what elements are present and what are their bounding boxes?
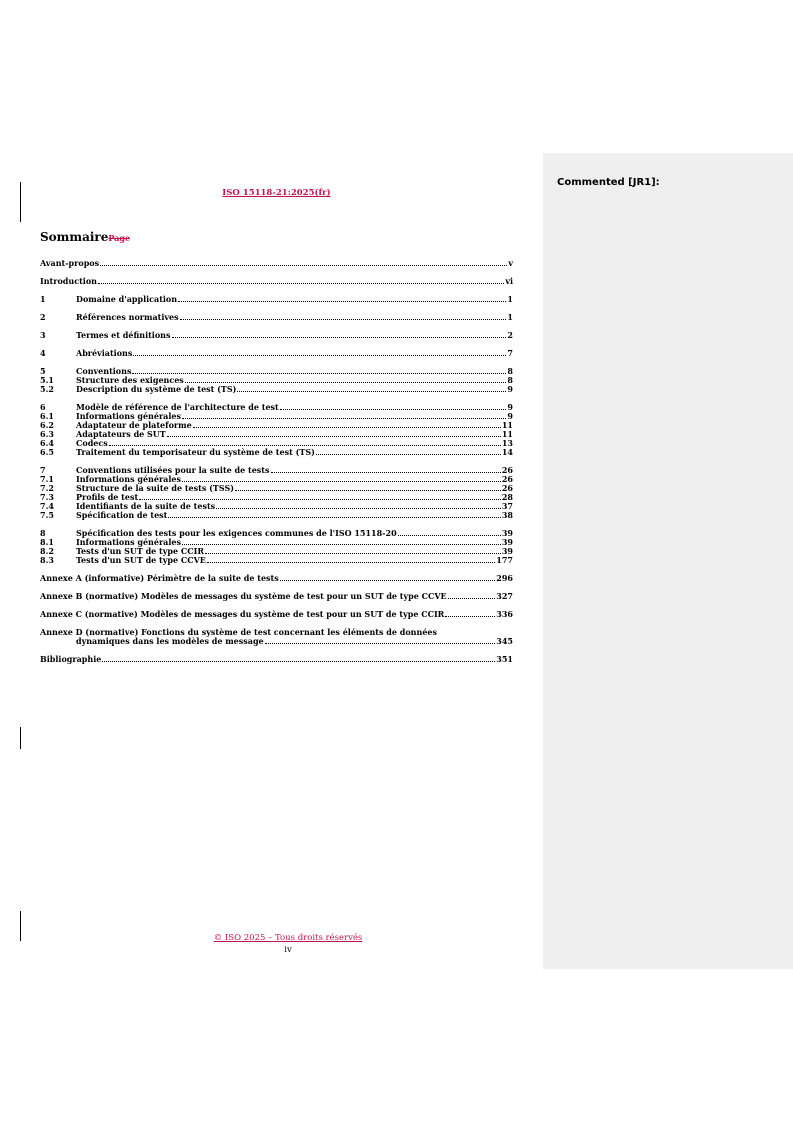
toc-entry[interactable]: 6.1 Informations générales 9: [40, 411, 513, 421]
toc-entry[interactable]: 4 Abréviations 7: [40, 348, 513, 358]
toc-entry[interactable]: Bibliographie 351: [40, 654, 513, 664]
toc-entry[interactable]: 1 Domaine d'application 1: [40, 294, 513, 304]
copyright-notice: © ISO 2025 – Tous droits réservés: [213, 933, 363, 943]
comment-pane: [543, 153, 793, 969]
toc-entry[interactable]: 7 Conventions utilisées pour la suite de tests 26: [40, 465, 513, 475]
comment-label: Commented [JR1]:: [557, 177, 660, 188]
change-bar: [20, 182, 21, 222]
toc-entry[interactable]: 8.1 Informations générales 39: [40, 537, 513, 547]
toc-entry[interactable]: 6.5 Traitement du temporisateur du système de test (TS) 14: [40, 447, 513, 457]
toc-entry[interactable]: dynamiques dans les modèles de message 345: [76, 636, 513, 646]
toc-entry[interactable]: 6.3 Adaptateurs de SUT 11: [40, 429, 513, 439]
toc-entry[interactable]: Annexe B (normative) Modèles de messages du système de test pour un SUT de type CCVE 327: [40, 591, 513, 601]
page-number: iv: [284, 945, 292, 955]
title-text: Sommaire: [40, 230, 109, 244]
document-header: ISO 15118-21:2025(fr): [222, 188, 331, 198]
toc-entry[interactable]: 8.2 Tests d'un SUT de type CCIR 39: [40, 546, 513, 556]
toc-entry[interactable]: 5.2 Description du système de test (TS) 9: [40, 384, 513, 394]
toc-entry[interactable]: Introduction vi: [40, 276, 513, 286]
toc-entry[interactable]: 7.5 Spécification de test 38: [40, 510, 513, 520]
toc-entry[interactable]: 7.1 Informations générales 26: [40, 474, 513, 484]
toc-entry[interactable]: 6.2 Adaptateur de plateforme 11: [40, 420, 513, 430]
toc-entry[interactable]: 8.3 Tests d'un SUT de type CCVE 177: [40, 555, 513, 565]
toc-entry[interactable]: 5 Conventions 8: [40, 366, 513, 376]
toc-entry[interactable]: Annexe C (normative) Modèles de messages du système de test pour un SUT de type CCIR 336: [40, 609, 513, 619]
toc-entry[interactable]: 2 Références normatives 1: [40, 312, 513, 322]
deleted-text: Page: [108, 233, 131, 243]
toc-entry[interactable]: 7.4 Identifiants de la suite de tests 37: [40, 501, 513, 511]
table-of-contents: [40, 259, 513, 664]
toc-entry[interactable]: 6.4 Codecs 13: [40, 438, 513, 448]
change-bar: [20, 911, 21, 941]
page-title: [40, 230, 130, 244]
page-footer: [40, 932, 536, 956]
toc-entry[interactable]: 5.1 Structure des exigences 8: [40, 375, 513, 385]
toc-entry[interactable]: 7.2 Structure de la suite de tests (TSS) 26: [40, 483, 513, 493]
toc-entry[interactable]: 3 Termes et définitions 2: [40, 330, 513, 340]
toc-entry-text[interactable]: Annexe D (normative) Fonctions du système de test concernant les éléments de données: [40, 627, 437, 637]
toc-entry[interactable]: 8 Spécification des tests pour les exigences communes de l'ISO 15118-20 39: [40, 528, 513, 538]
change-bar: [20, 727, 21, 749]
toc-entry[interactable]: Avant-propos v: [40, 258, 513, 268]
toc-entry[interactable]: 7.3 Profils de test 28: [40, 492, 513, 502]
toc-entry[interactable]: Annexe A (informative) Périmètre de la suite de tests 296: [40, 573, 513, 583]
toc-entry[interactable]: 6 Modèle de référence de l'architecture de test 9: [40, 402, 513, 412]
